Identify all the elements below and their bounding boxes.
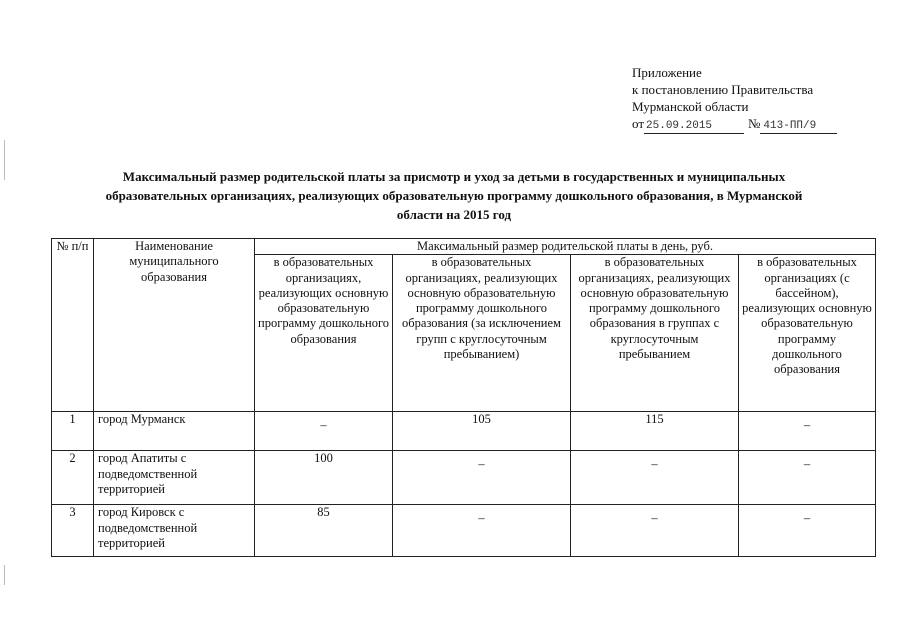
- page-edge-mark: [4, 565, 5, 585]
- page-edge-mark: [4, 140, 5, 180]
- subheader-pool: в образовательных организациях (с бассейном), реализующих основную образовательную программу дошкольного образования: [739, 255, 876, 412]
- number-sign: №: [748, 116, 761, 131]
- row-value: –: [393, 451, 571, 505]
- row-value: 100: [255, 451, 393, 505]
- subheader-24h-groups: в образовательных организациях, реализующих основную образовательную программу дошкольного образования в группах с круглосуточным пребыванием: [571, 255, 739, 412]
- row-value: –: [571, 451, 739, 505]
- row-number: 3: [52, 505, 94, 557]
- fee-table: [51, 238, 876, 557]
- row-name: город Мурманск: [94, 412, 255, 451]
- row-number: 2: [52, 451, 94, 505]
- row-value: –: [571, 505, 739, 557]
- table-row: [52, 451, 876, 505]
- header-number: № п/п: [52, 239, 94, 412]
- row-value: –: [739, 412, 876, 451]
- subheader-general: в образовательных организациях, реализующих основную образовательную программу дошкольного образования: [255, 255, 393, 412]
- header-name: Наименование муниципального образования: [94, 239, 255, 412]
- row-value: –: [255, 412, 393, 451]
- row-value: –: [739, 451, 876, 505]
- row-value: 115: [571, 412, 739, 451]
- annex-header: [632, 64, 837, 134]
- annex-date-line: [632, 115, 837, 134]
- row-name: город Кировск с подведомственной территорией: [94, 505, 255, 557]
- annex-line: к постановлению Правительства: [632, 82, 814, 97]
- row-value: 105: [393, 412, 571, 451]
- resolution-date: 25.09.2015: [644, 120, 744, 134]
- annex-line: Приложение: [632, 65, 702, 80]
- date-prefix: от: [632, 116, 645, 131]
- table-row: [52, 505, 876, 557]
- row-number: 1: [52, 412, 94, 451]
- resolution-number: 413-ПП/9: [760, 120, 837, 134]
- row-value: –: [393, 505, 571, 557]
- table-header-row: [52, 239, 876, 255]
- row-value: 85: [255, 505, 393, 557]
- annex-line: Мурманской области: [632, 99, 749, 114]
- table-row: [52, 412, 876, 451]
- row-value: –: [739, 505, 876, 557]
- header-fee-group: Максимальный размер родительской платы в день, руб.: [255, 239, 876, 255]
- row-name: город Апатиты с подведомственной территорией: [94, 451, 255, 505]
- document-title: Максимальный размер родительской платы за присмотр и уход за детьми в государственных и муниципальных образовательных организациях, реализующих образовательную программу дошкольного образования, в Мурманской области на 2015 год: [105, 169, 803, 222]
- subheader-except-24h: в образовательных организациях, реализующих основную образовательную программу дошкольного образования (за исключением групп с круглосуточным пребыванием): [393, 255, 571, 412]
